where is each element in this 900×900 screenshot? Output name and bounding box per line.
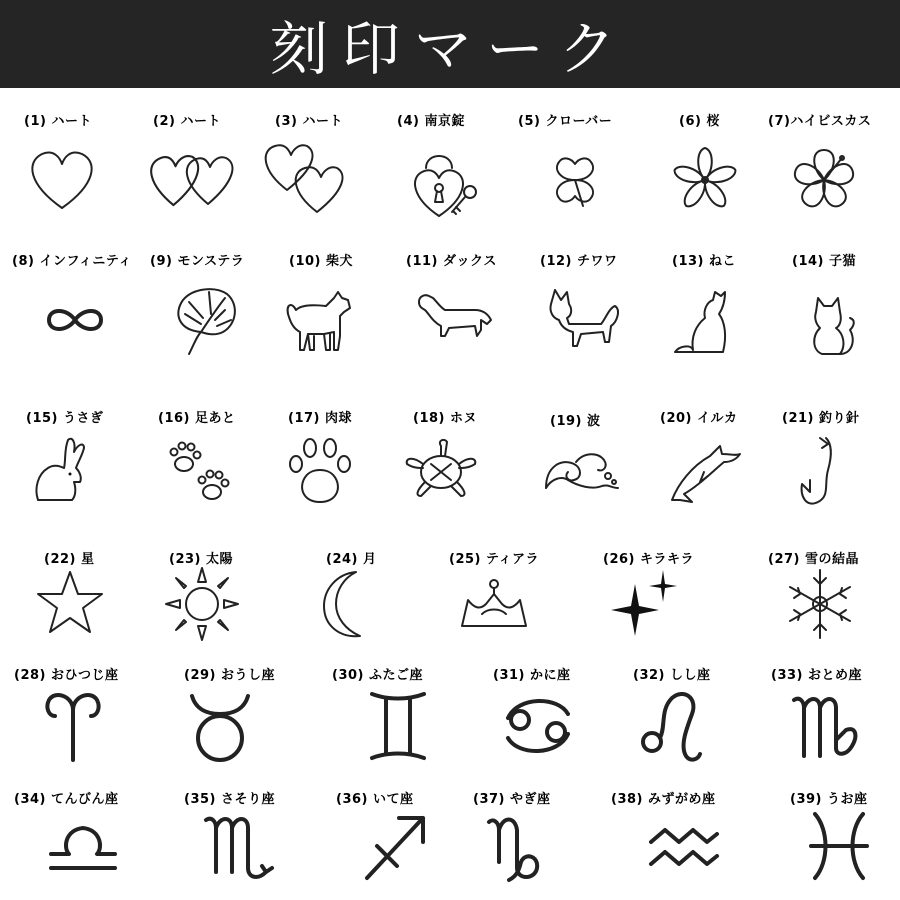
mark-label: (9) モンステラ [150, 254, 245, 269]
gemini-icon [358, 686, 438, 766]
star-icon [30, 564, 110, 644]
capricorn-icon [481, 806, 561, 886]
mark-label: (14) 子猫 [792, 254, 856, 269]
mark-label: (1) ハート [24, 114, 92, 129]
sakura-icon [665, 140, 745, 220]
mark-label: (30) ふたご座 [332, 668, 423, 683]
mark-label: (6) 桜 [679, 114, 720, 129]
mark-label: (3) ハート [275, 114, 343, 129]
header-banner [0, 0, 900, 88]
infinity-icon [35, 280, 115, 360]
crescent-moon-icon [306, 564, 386, 644]
aquarius-icon [643, 806, 723, 886]
mark-label: (17) 肉球 [288, 411, 352, 426]
mark-label: (25) ティアラ [449, 552, 539, 567]
mark-label: (16) 足あと [158, 411, 236, 426]
mark-label: (4) 南京錠 [397, 114, 465, 129]
cancer-icon [498, 686, 578, 766]
sea-turtle-icon [401, 430, 481, 510]
dolphin-icon [664, 430, 744, 510]
mark-label: (5) クローバー [518, 114, 613, 129]
snowflake-icon [780, 564, 860, 644]
shiba-dog-icon [278, 280, 358, 360]
mark-label: (37) やぎ座 [473, 792, 551, 807]
sun-icon [162, 564, 242, 644]
scorpio-icon [198, 806, 278, 886]
mark-label: (10) 柴犬 [289, 254, 353, 269]
paw-pad-icon [280, 430, 360, 510]
mark-label: (28) おひつじ座 [14, 668, 119, 683]
mark-label: (39) うお座 [790, 792, 868, 807]
hibiscus-icon [784, 140, 864, 220]
monstera-leaf-icon [165, 280, 245, 360]
paw-prints-icon [160, 430, 240, 510]
mark-label: (8) インフィニティ [12, 254, 132, 269]
mark-label: (24) 月 [326, 552, 377, 567]
mark-label: (13) ねこ [672, 254, 736, 269]
mark-label: (2) ハート [153, 114, 221, 129]
mark-label: (29) おうし座 [184, 668, 275, 683]
mark-label: (12) チワワ [540, 254, 618, 269]
mark-label: (36) いて座 [336, 792, 414, 807]
page-title: 刻印マーク [269, 15, 630, 83]
mark-label: (7)ハイビスカス [768, 114, 872, 129]
leo-icon [630, 686, 710, 766]
mark-label: (18) ホヌ [413, 411, 477, 426]
fish-hook-icon [780, 430, 860, 510]
kitten-icon [792, 280, 872, 360]
mark-label: (15) うさぎ [26, 411, 104, 426]
taurus-icon [180, 686, 260, 766]
tiara-icon [454, 564, 534, 644]
mark-label: (23) 太陽 [169, 552, 233, 567]
mark-label: (33) おとめ座 [771, 668, 862, 683]
mark-label: (35) さそり座 [184, 792, 275, 807]
virgo-icon [786, 686, 866, 766]
mark-label: (31) かに座 [493, 668, 571, 683]
heart-padlock-key-icon [404, 140, 484, 220]
cat-icon [665, 280, 745, 360]
rabbit-icon [24, 430, 104, 510]
mark-label: (11) ダックス [406, 254, 497, 269]
aries-icon [33, 686, 113, 766]
mark-label: (21) 釣り針 [782, 411, 860, 426]
wave-icon [542, 430, 622, 510]
sparkle-icon [605, 564, 685, 644]
clover-icon [535, 140, 615, 220]
heart-icon [22, 140, 102, 220]
dachshund-icon [415, 280, 495, 360]
mark-label: (22) 星 [44, 552, 95, 567]
mark-label: (27) 雪の結晶 [768, 552, 859, 567]
mark-label: (32) しし座 [633, 668, 711, 683]
mark-label: (20) イルカ [660, 411, 738, 426]
sagittarius-icon [353, 806, 433, 886]
mark-label: (38) みずがめ座 [611, 792, 716, 807]
libra-icon [43, 806, 123, 886]
double-heart-icon [150, 140, 230, 220]
double-heart-offset-icon [265, 140, 345, 220]
mark-label: (26) キラキラ [603, 552, 694, 567]
pisces-icon [799, 806, 879, 886]
chihuahua-icon [545, 280, 625, 360]
mark-label: (34) てんびん座 [14, 792, 119, 807]
mark-label: (19) 波 [550, 414, 601, 429]
